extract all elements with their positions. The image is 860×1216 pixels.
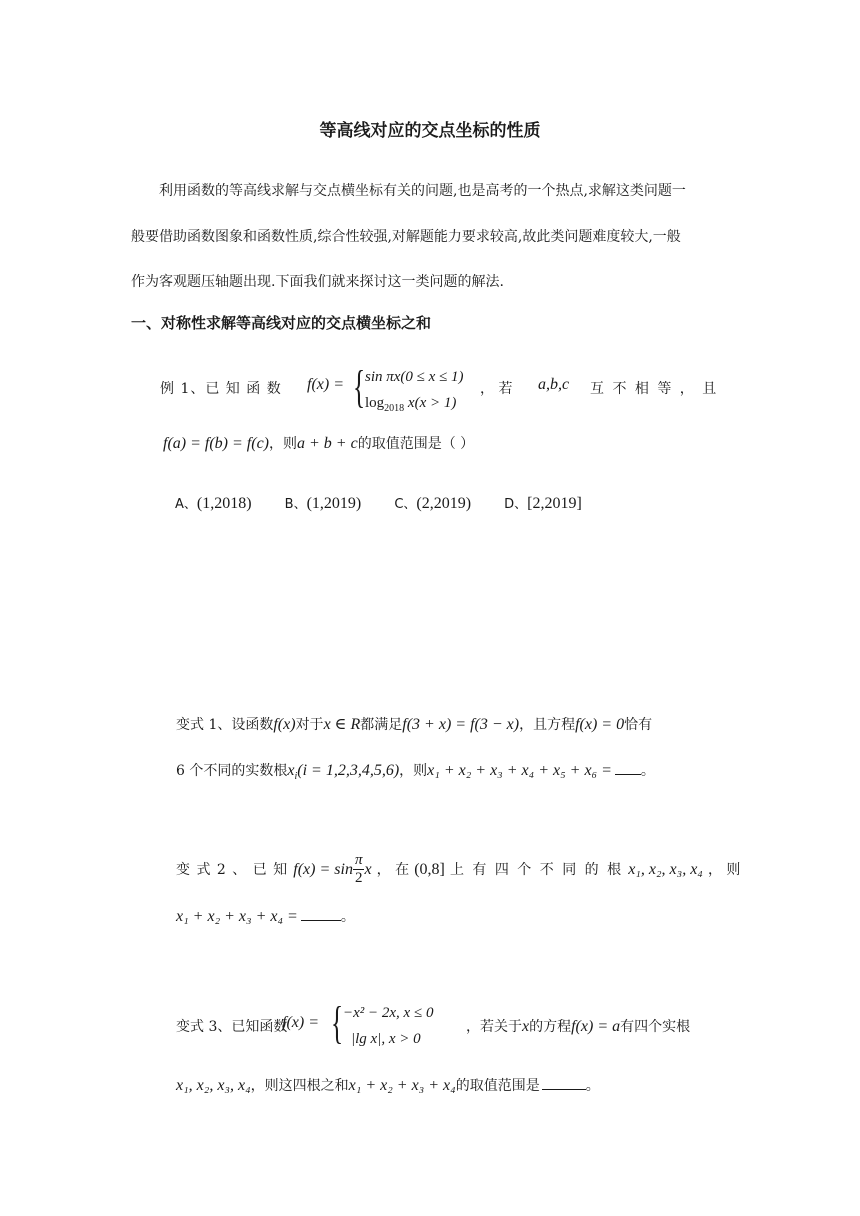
- variant-3-m3: f(x) = a: [571, 1018, 621, 1035]
- variant-1-t1: 变式 1、设函数: [176, 717, 274, 733]
- variant-2-t1: 变 式 2 、 已 知: [176, 862, 289, 878]
- variant-1-l2t3: 。: [640, 763, 655, 779]
- piecewise-cases: [365, 364, 464, 422]
- variant-2-l2t: 。: [340, 909, 355, 925]
- option-b-label: B、: [284, 497, 307, 512]
- variant-2-line-1: [176, 852, 740, 892]
- pi-over-2-fraction: [353, 852, 365, 887]
- variant-3-roots: x₁, x₂, x₃, x₄: [176, 1077, 251, 1094]
- example-1-func: f(x) =: [307, 376, 344, 393]
- variant-1-m3: f(3 + x) = f(3 − x): [402, 716, 520, 733]
- example-1-equation: f(a) = f(b) = f(c): [163, 435, 269, 452]
- variant-1-m4: f(x) = 0: [575, 716, 625, 733]
- example-1-question: 的取值范围是（ ）: [357, 436, 475, 452]
- section-heading: 一、对称性求解等高线对应的交点横坐标之和: [131, 314, 432, 332]
- intro-line-3: 作为客观题压轴题出现.下面我们就来探讨这一类问题的解法.: [131, 274, 504, 290]
- option-c-value: (2,2019): [416, 495, 472, 512]
- example-1-line-1: [160, 361, 740, 416]
- variant-1-sum: x₁ + x₂ + x₃ + x₄ + x₅ + x₆ =: [427, 762, 612, 779]
- variant-3-t3: 的方程: [529, 1019, 572, 1035]
- variant-2-interval: (0,8]: [414, 861, 445, 878]
- variant-1-t5: 恰有: [624, 717, 653, 733]
- variant-3-t2: ，若关于: [466, 1019, 522, 1035]
- log-arg: x(x > 1): [404, 395, 457, 411]
- option-b-value: (1,2019): [306, 495, 362, 512]
- example-1-vars: a,b,c: [538, 376, 570, 393]
- variant-3-piecewise: [331, 997, 471, 1054]
- variant-2-t3: 上 有 四 个 不 同 的 根: [449, 862, 624, 878]
- variant-1-m2: x ∈ R: [323, 716, 361, 733]
- variant-1-line-2: [176, 760, 655, 782]
- log-text: log: [365, 395, 385, 411]
- variant-3-rest: [466, 1016, 690, 1036]
- variant-3-l2t3: 。: [585, 1078, 600, 1094]
- fraction-numerator: π: [354, 852, 363, 868]
- variant-1-l2t1: 6 个不同的实数根: [176, 763, 288, 779]
- variant-3-m2: x: [522, 1018, 530, 1035]
- example-1-label: 例 1、已 知 函 数: [160, 381, 282, 397]
- example-1-piecewise: [353, 361, 483, 416]
- example-1-then: ，则: [269, 436, 297, 452]
- option-a-label: A、: [175, 497, 197, 512]
- left-brace: {: [331, 997, 344, 1048]
- variant-2-t2: ， 在: [376, 862, 410, 878]
- variant-1-t3: 都满足: [360, 717, 403, 733]
- variant-1-root: x: [287, 762, 295, 779]
- variant-3-t4: 有四个实根: [620, 1019, 691, 1035]
- case-2: [365, 390, 464, 422]
- variant-1-t2: 对于: [295, 717, 324, 733]
- case-1: −x² − 2x, x ≤ 0: [343, 1005, 434, 1021]
- variant-2-roots: x₁, x₂, x₃, x₄: [628, 861, 703, 878]
- variant-2-sum: x₁ + x₂ + x₃ + x₄ =: [176, 908, 298, 925]
- variant-1-l2t2: ，则: [399, 763, 428, 779]
- variant-3-line-1: [176, 997, 736, 1054]
- example-1-sum: a + b + c: [297, 435, 358, 452]
- variant-3-t1: 变式 3、已知函数: [176, 1019, 288, 1035]
- piecewise-cases: [343, 1000, 433, 1052]
- page-title: 等高线对应的交点坐标的性质: [319, 121, 541, 141]
- example-1-line-2: [163, 433, 474, 453]
- variant-3-l2t1: ，则这四根之和: [250, 1078, 349, 1094]
- option-c-label: C、: [394, 497, 417, 512]
- variant-1-t4: ，且方程: [519, 717, 576, 733]
- variant-3-m1: f(x) =: [282, 1014, 319, 1031]
- variant-3-l2t2: 的取值范围是: [455, 1078, 540, 1094]
- variant-1-root-index: (i = 1,2,3,4,5,6): [297, 762, 400, 779]
- variant-3-sum: x₁ + x₂ + x₃ + x₄: [348, 1077, 456, 1094]
- left-brace: {: [353, 361, 366, 412]
- example-1-mid2: 互 不 相 等 ， 且: [590, 381, 719, 397]
- answer-blank: [615, 760, 641, 775]
- variant-3-line-2: [176, 1075, 600, 1095]
- case-2: |lg x|, x > 0: [351, 1031, 421, 1047]
- option-a-value: (1,2018): [196, 495, 252, 512]
- variant-1-m1: f(x): [273, 716, 296, 733]
- answer-blank: [542, 1075, 586, 1090]
- example-1-options: [175, 493, 582, 513]
- option-d-label: D、: [504, 497, 528, 512]
- example-1-mid: ， 若: [480, 381, 513, 397]
- variant-1-root-sub: i: [294, 771, 298, 782]
- case-1: sin πx(0 ≤ x ≤ 1): [365, 369, 464, 385]
- variant-2-m1: f(x) = sin: [293, 861, 353, 878]
- variant-1-line-1: [176, 714, 652, 734]
- option-d-value: [2,2019]: [527, 495, 582, 512]
- answer-blank: [301, 906, 341, 921]
- log-base: 2018: [384, 403, 405, 414]
- fraction-denominator: 2: [354, 870, 363, 886]
- variant-2-t4: ， 则: [707, 862, 741, 878]
- intro-line-1: 利用函数的等高线求解与交点横坐标有关的问题,也是高考的一个热点,求解这类问题一: [159, 183, 686, 199]
- intro-line-2: 般要借助函数图象和函数性质,综合性较强,对解题能力要求较高,故此类问题难度较大,一般: [131, 229, 681, 245]
- variant-2-line-2: [176, 906, 355, 926]
- variant-2-m1b: x: [364, 861, 372, 878]
